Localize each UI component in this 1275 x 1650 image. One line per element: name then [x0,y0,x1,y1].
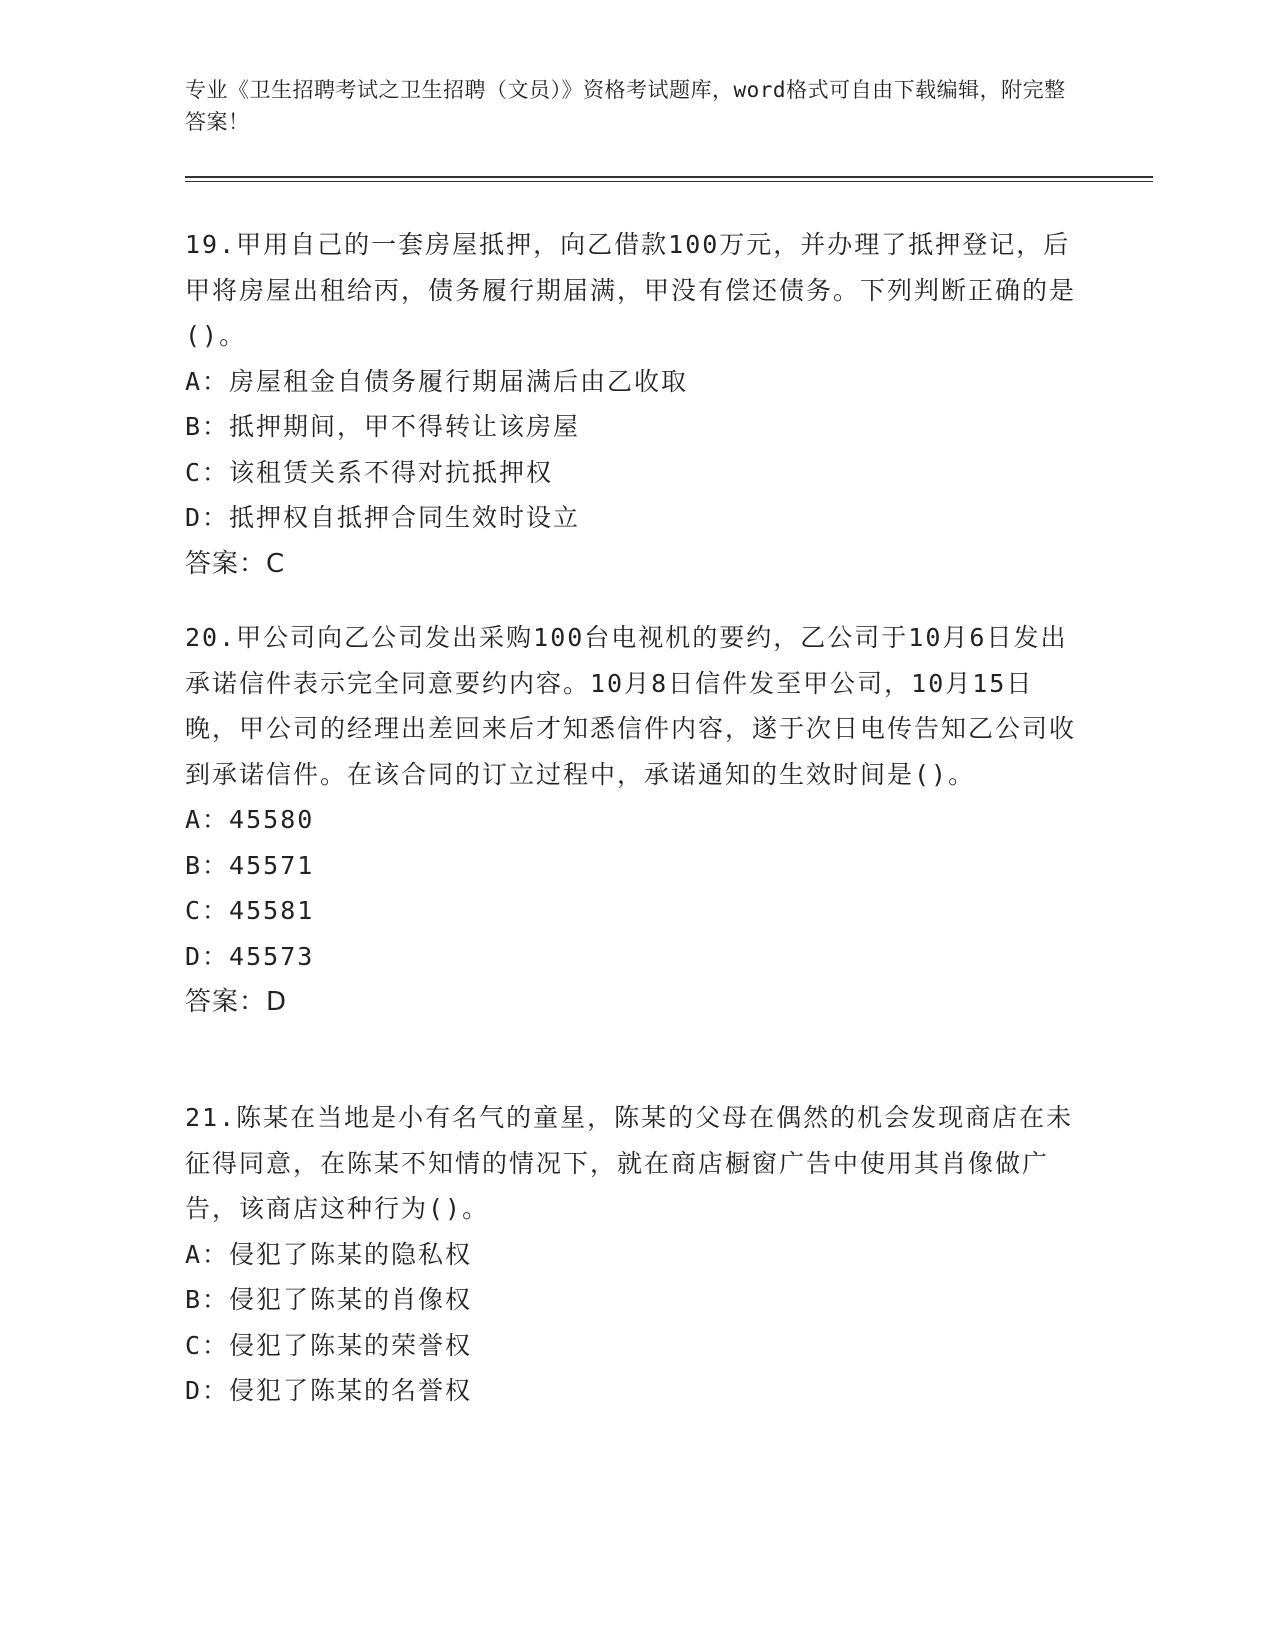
option-a: A：45580 [185,805,315,834]
option-b: B：45571 [185,850,315,880]
option-d: D：45573 [185,941,315,971]
header-divider [185,176,1153,182]
option-a: A：房屋租金自债务履行期届满后由乙收取 [185,366,689,396]
question-19 [185,222,1085,587]
question-stem: 19.甲用自己的一套房屋抵押，向乙借款100万元，并办理了抵押登记，后甲将房屋出租给丙，债务履行期届满，甲没有偿还债务。下列判断正确的是()。 [185,230,1077,350]
option-c: C：该租赁关系不得对抗抵押权 [185,457,554,487]
question-20 [185,615,1085,1025]
option-a: A：侵犯了陈某的隐私权 [185,1239,473,1269]
answer-line: 答案：D [185,987,288,1017]
answer-line: 答案：C [185,548,286,579]
option-d: D：侵犯了陈某的名誉权 [185,1376,473,1405]
question-21 [185,1095,1085,1414]
question-stem: 21.陈某在当地是小有名气的童星，陈某的父母在偶然的机会发现商店在未征得同意，在陈某不知情的情况下，就在商店橱窗广告中使用其肖像做广告，该商店这种行为()。 [185,1103,1074,1223]
header-note: 专业《卫生招聘考试之卫生招聘（文员）》资格考试题库，word格式可自由下载编辑，附完整答案！ [185,78,1066,134]
question-stem: 20.甲公司向乙公司发出采购100台电视机的要约，乙公司于10月6日发出承诺信件表示完全同意要约内容。10月8日信件发至甲公司，10月15日晚，甲公司的经理出差回来后才知悉信件内容，遂于次日电传告知乙公司收到承诺信件。在该合同的订立过程中，承诺通知的生效时间是()。 [185,623,1077,789]
option-d: D：抵押权自抵押合同生效时设立 [185,503,581,532]
option-b: B：抵押期间，甲不得转让该房屋 [185,412,581,441]
option-b: B：侵犯了陈某的肖像权 [185,1285,473,1314]
option-c: C：侵犯了陈某的荣誉权 [185,1330,473,1360]
option-c: C：45581 [185,896,315,925]
